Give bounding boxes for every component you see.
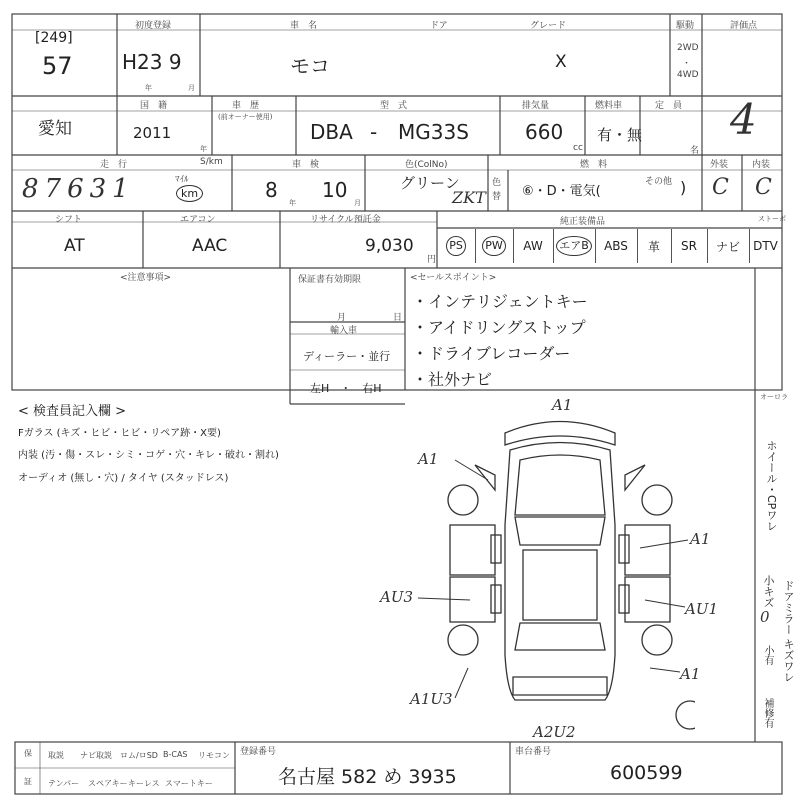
region-value: 愛知 <box>38 119 72 139</box>
footer-item-temper: テンパー <box>48 779 80 788</box>
drive-2wd: 2WD <box>677 43 699 53</box>
exterior-grade: C <box>712 175 729 200</box>
inspector-title: < 検査員記入欄 > <box>18 404 127 419</box>
inspection-month-unit: 月 <box>354 199 361 207</box>
mileage-s-km-label: S/km <box>200 157 223 167</box>
reg-number-label: 登録番号 <box>240 747 277 757</box>
history-label: 車 歴 <box>232 101 260 111</box>
model-year-value: 2011 <box>133 124 172 142</box>
selling-point-3: ・ドライブレコーダー <box>412 344 571 363</box>
selling-point-2: ・アイドリングストップ <box>412 318 586 337</box>
score-label: 評価点 <box>730 21 758 31</box>
mirror-note: ドアミラー キズワレ <box>782 580 795 683</box>
interior-label: 内装 <box>752 160 771 170</box>
inspection-year: 8 <box>265 178 278 202</box>
inspection-label: 車 検 <box>292 160 320 170</box>
equipment-pw: PW <box>475 229 514 263</box>
mileage-unit-mile: ﾏｲﾙ <box>175 175 189 185</box>
equipment-dtv: DTV <box>753 239 778 253</box>
cc-unit: cc <box>573 143 583 153</box>
reg-number-value: 名古屋 582 め 3935 <box>278 766 457 788</box>
color-label: 色(ColNo) <box>405 160 448 170</box>
damage-mark-rear-bumper: A2U2 <box>533 723 576 741</box>
drive-dot: ・ <box>682 59 692 69</box>
footer-item-cert: 証 <box>24 777 32 786</box>
inspection-month: 10 <box>322 178 348 202</box>
damage-mark-left-rear-door: AU3 <box>380 588 414 606</box>
import-label: 輸入車 <box>330 326 358 336</box>
exterior-label: 外装 <box>710 160 729 170</box>
lot-number: [249] <box>35 30 73 46</box>
selling-points-label: <セールスポイント> <box>410 273 497 283</box>
check-note: 小有 <box>762 645 773 665</box>
selling-point-1: ・インテリジェントキー <box>412 292 588 311</box>
first-reg-year-unit: 年 <box>145 84 152 92</box>
equipment-navi: ナビ <box>707 229 750 263</box>
model-code: MG33S <box>398 120 469 144</box>
warranty-month: 月 <box>337 313 347 323</box>
damage-mark-front-left: A1 <box>418 450 439 468</box>
interior-line: 内装 (汚・傷・スレ・シミ・コゲ・穴・キレ・破れ・割れ) <box>18 450 279 461</box>
score-value: 4 <box>730 95 757 144</box>
equipment-airbag: エアB <box>553 229 596 263</box>
drive-label: 駆動 <box>676 21 695 31</box>
footer-item-manual: 取説 <box>48 751 64 760</box>
dealer-label: ディーラー・並行 <box>303 350 391 363</box>
first-reg-month-unit: 月 <box>188 84 195 92</box>
damage-mark-right-rear-door: AU1 <box>685 600 719 618</box>
displacement-value: 660 <box>525 120 564 144</box>
footer-item-bcas: B-CAS <box>163 750 188 759</box>
color-value: グリーン <box>400 174 460 192</box>
model-label: 型 式 <box>380 101 408 111</box>
drive-4wd: 4WD <box>677 70 699 80</box>
fuel-label: 燃 料 <box>580 160 608 170</box>
fuel-car-value: 有・無 <box>597 126 643 144</box>
equipment-aw: AW <box>513 229 554 263</box>
car-name-label: 車 名 <box>290 21 318 31</box>
footer-item-warranty: 保 <box>24 749 32 758</box>
equipment-leather: 革 <box>637 229 672 263</box>
footer-item-remote: リモコン <box>198 751 230 760</box>
equipment-label: 純正装備品 <box>560 217 606 227</box>
interior-grade: C <box>755 175 772 200</box>
repaint-label: 色替 <box>492 178 502 202</box>
recycle-value: 9,030 <box>365 236 414 256</box>
grade-value: X <box>555 52 567 72</box>
audio-line: オーディオ (無し・穴) / タイヤ (スタッドレス) <box>18 473 229 484</box>
warranty-label: 保証書有効期限 <box>298 275 362 285</box>
shift-value: AT <box>64 236 85 256</box>
mileage-label: 走 行 <box>100 160 128 170</box>
mileage-value: 87631 <box>22 174 135 204</box>
small-scratch-note: 小キズ <box>762 575 775 608</box>
glass-line: Fガラス (キズ・ヒビ・ヒビ・リペア跡・X要) <box>18 428 221 439</box>
warranty-day: 日 <box>393 313 403 323</box>
damage-mark-right-front-door: A1 <box>690 530 711 548</box>
history-note: (前オーナー使用) <box>218 113 273 121</box>
option-label: オーロラ <box>760 393 788 401</box>
fuel-other: その他 <box>645 177 673 187</box>
aircon-value: AAC <box>192 236 228 256</box>
equipment-sr: SR <box>671 229 708 263</box>
wheel-note: ホイール・CPワレ <box>765 440 778 532</box>
fuel-car-label: 燃料車 <box>595 101 623 111</box>
capacity-label: 定 員 <box>655 101 683 111</box>
yen-unit: 円 <box>427 255 437 265</box>
fuel-close-paren: ) <box>680 178 687 197</box>
handle-label: 左H ・ 右H <box>310 382 382 395</box>
damage-mark-right-rear: A1 <box>680 665 701 683</box>
car-diagram <box>435 405 695 735</box>
equipment-ps: PS <box>437 229 476 263</box>
footer-item-rom: ロム/ロSD <box>120 751 158 760</box>
repair-note: 補修有 <box>762 698 773 728</box>
model-dash: - <box>370 120 378 144</box>
right-top-label: ストーポ <box>758 215 786 223</box>
fuel-options: ⑥・D・電気( <box>522 184 601 199</box>
damage-mark-front-bumper: A1 <box>552 396 573 414</box>
recycle-label: リサイクル預託金 <box>310 215 381 225</box>
aisle-number: 57 <box>42 52 73 80</box>
footer-item-keyless: キーレス <box>128 779 160 788</box>
chassis-number-label: 車台番号 <box>515 747 552 757</box>
door-label: ドア <box>430 21 448 31</box>
capacity-unit: 名 <box>690 146 700 156</box>
mileage-unit-km: km <box>176 185 203 202</box>
first-reg-value: H23 9 <box>122 50 182 74</box>
aircon-label: エアコン <box>180 215 216 225</box>
displacement-label: 排気量 <box>522 101 550 111</box>
small-scratch-value: 0 <box>760 608 770 626</box>
footer-item-spare-key: スペアキー <box>88 779 128 788</box>
equipment-abs: ABS <box>595 229 638 263</box>
car-name-value: モコ <box>290 54 330 78</box>
grade-label: グレード <box>530 21 567 31</box>
footer-item-navi-manual: ナビ取説 <box>80 751 112 760</box>
footer-item-smart-key: スマートキー <box>165 779 213 788</box>
shift-label: シフト <box>55 215 83 225</box>
model-prefix: DBA <box>310 120 353 144</box>
color-code: ZKT <box>452 188 486 207</box>
first-reg-label: 初度登録 <box>135 21 172 31</box>
chassis-number-value: 600599 <box>610 762 683 784</box>
damage-mark-left-rear: A1U3 <box>410 690 453 708</box>
inspection-year-unit: 年 <box>289 199 296 207</box>
nationality-label: 国 籍 <box>140 101 168 111</box>
selling-point-4: ・社外ナビ <box>412 370 493 389</box>
model-year-unit: 年 <box>200 145 207 153</box>
caution-label: <注意事項> <box>120 273 172 283</box>
